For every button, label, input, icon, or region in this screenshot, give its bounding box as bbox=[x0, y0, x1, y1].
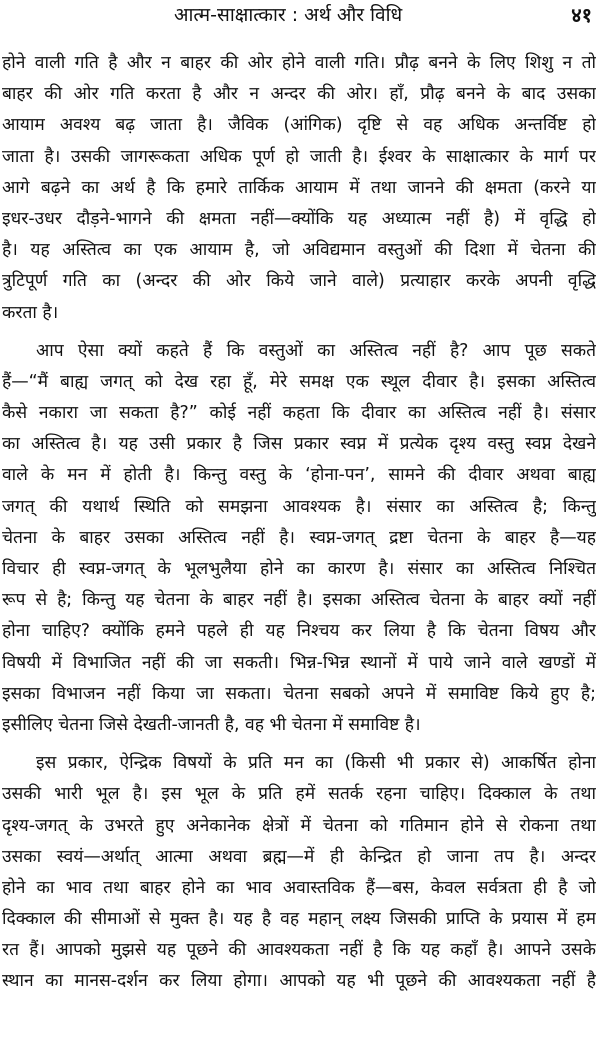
text-line: बाहर की ओर गति करता है और न अन्दर की ओर। हाँ, प्रौढ़ बनने के बाद उसका bbox=[2, 84, 596, 105]
text-line: करता है। bbox=[2, 302, 59, 323]
paragraph-3 bbox=[2, 748, 596, 998]
text-line: रूप से है; किन्तु यह चेतना के बाहर नहीं है। इसका अस्तित्व चेतना के बाहर क्यों नहीं bbox=[2, 590, 596, 611]
text-line: होना चाहिए? क्योंकि हमने पहले ही यह निश्चय कर लिया है कि चेतना विषय और bbox=[2, 621, 596, 642]
text-line: त्रुटिपूर्ण गति का (अन्दर की ओर किये जाने वाले) प्रत्याहार करके अपनी वृद्धि bbox=[2, 271, 596, 292]
text-line: आयाम अवश्य बढ़ जाता है। जैविक (आंगिक) दृष्टि से वह अधिक अन्तर्विष्ट हो bbox=[2, 115, 596, 136]
text-line: इस प्रकार, ऐन्द्रिक विषयों के प्रति मन का (किसी भी प्रकार से) आकर्षित होना bbox=[36, 753, 596, 774]
paragraph-1 bbox=[2, 48, 596, 329]
text-line: कैसे नकारा जा सकता है?” कोई नहीं कहता कि दीवार का अस्तित्व नहीं है। संसार bbox=[2, 403, 596, 424]
text-line: स्थान का मानस-दर्शन कर लिया होगा। आपको यह भी पूछने की आवश्यकता नहीं है bbox=[2, 971, 596, 992]
text-line: आप ऐसा क्यों कहते हैं कि वस्तुओं का अस्तित्व नहीं है? आप पूछ सकते bbox=[36, 340, 596, 361]
text-line: वाले के मन में होती है। किन्तु वस्तु के ‘होना-पन’, सामने की दीवार अथवा बाह्य bbox=[2, 465, 596, 486]
text-line: है। यह अस्तित्व का एक आयाम है, जो अविद्यमान वस्तुओं की दिशा में चेतना की bbox=[2, 240, 596, 261]
body-text bbox=[2, 48, 596, 998]
text-line: उसका स्वयं—अर्थात् आत्मा अथवा ब्रह्म—में ही केन्द्रित हो जाना तप है। अन्दर bbox=[2, 846, 596, 867]
text-line: हैं—“मैं बाह्य जगत् को देख रहा हूँ, मेरे समक्ष एक स्थूल दीवार है। इसका अस्तित्व bbox=[2, 371, 596, 392]
page-number: ४१ bbox=[571, 3, 592, 27]
text-line: विचार ही स्वप्न-जगत् के भूलभुलैया होने का कारण है। संसार का अस्तित्व निश्चित bbox=[2, 559, 596, 579]
running-header bbox=[0, 0, 600, 34]
text-line: इसका विभाजन नहीं किया जा सकता। चेतना सबको अपने में समाविष्ट किये हुए है; bbox=[2, 683, 596, 704]
text-line: इधर-उधर दौड़ने-भागने की क्षमता नहीं—क्योंकि यह अध्यात्म नहीं है) में वृद्धि हो bbox=[2, 208, 596, 229]
text-line: जगत् की यथार्थ स्थिति को समझना आवश्यक है। संसार का अस्तित्व है; किन्तु bbox=[2, 496, 596, 517]
text-line: विषयी में विभाजित नहीं की जा सकती। भिन्न-भिन्न स्थानों में पाये जाने वाले खण्डों में bbox=[2, 652, 596, 673]
text-line: दिक्काल की सीमाओं से मुक्त है। यह है वह महान् लक्ष्य जिसकी प्राप्ति के प्रयास में हम bbox=[2, 909, 596, 930]
text-line: चेतना के बाहर उसका अस्तित्व नहीं है। स्वप्न-जगत् द्रष्टा चेतना के बाहर है—यह bbox=[2, 527, 596, 548]
text-line: उसकी भारी भूल है। इस भूल के प्रति हमें सतर्क रहना चाहिए। दिक्काल के तथा bbox=[2, 784, 596, 805]
text-line: जाता है। उसकी जागरूकता अधिक पूर्ण हो जाती है। ईश्वर के साक्षात्कार के मार्ग पर bbox=[2, 146, 596, 167]
text-line: आगे बढ़ने का अर्थ है कि हमारे तार्किक आयाम में तथा जानने की क्षमता (करने या bbox=[2, 177, 596, 198]
chapter-title: आत्म-साक्षात्कार : अर्थ और विधि bbox=[174, 4, 403, 26]
text-line: का अस्तित्व है। यह उसी प्रकार है जिस प्रकार स्वप्न में प्रत्येक दृश्य वस्तु स्वप्न देखने bbox=[2, 434, 596, 455]
text-line: होने वाली गति है और न बाहर की ओर होने वाली गति। प्रौढ़ बनने के लिए शिशु न तो bbox=[2, 53, 596, 73]
text-line: होने का भाव तथा बाहर होने का भाव अवास्तविक हैं—बस, केवल सर्वत्रता ही है जो bbox=[2, 877, 596, 898]
text-line: दृश्य-जगत् के उभरते हुए अनेकानेक क्षेत्रों में चेतना को गतिमान होने से रोकना तथा bbox=[2, 815, 596, 836]
text-line: रत हैं। आपको मुझसे यह पूछने की आवश्यकता नहीं है कि यह कहाँ है। आपने उसके bbox=[2, 940, 596, 961]
paragraph-2 bbox=[2, 336, 596, 741]
text-line: इसीलिए चेतना जिसे देखती-जानती है, वह भी चेतना में समाविष्ट है। bbox=[2, 714, 421, 735]
